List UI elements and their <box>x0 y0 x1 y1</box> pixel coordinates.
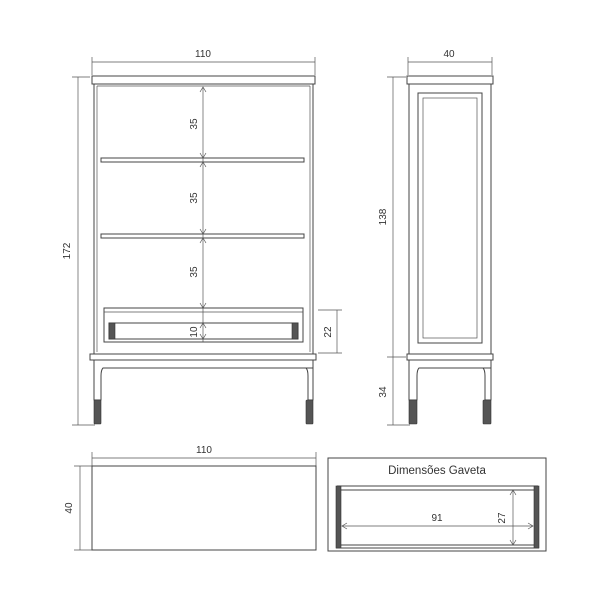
front-leg-right <box>306 400 313 424</box>
front-drawer <box>104 308 303 342</box>
shelf-upper <box>101 158 304 162</box>
top-width-dimension <box>92 445 316 468</box>
drawer-detail-height-dimension <box>497 490 516 545</box>
front-height-dimension <box>62 77 95 425</box>
side-door-panel <box>418 93 482 343</box>
shelf-gap-bottom-label: 35 <box>189 266 200 278</box>
drawer-side-right <box>534 486 539 548</box>
drawer-detail-title: Dimensões Gaveta <box>388 465 486 477</box>
side-legs <box>409 360 491 424</box>
drawer-side-left <box>336 486 341 548</box>
side-leg-right <box>483 400 491 424</box>
drawer-detail-height-label: 27 <box>497 512 508 524</box>
side-body-height-label: 138 <box>378 208 389 226</box>
top-view-outline <box>92 466 316 550</box>
side-cabinet-body <box>409 84 491 354</box>
front-height-label: 172 <box>62 242 73 260</box>
side-base-plate <box>407 354 493 360</box>
side-door-glass <box>423 98 477 338</box>
drawer-width-label: 91 <box>431 513 443 524</box>
shelf-gap-middle-label: 35 <box>189 192 200 204</box>
front-base-plate <box>90 354 316 360</box>
shelf-gap-top-label: 35 <box>189 118 200 130</box>
side-leg-left <box>409 400 417 424</box>
front-cabinet-body <box>94 84 313 354</box>
drawer-height-dimension <box>318 310 342 353</box>
front-view <box>62 49 342 425</box>
front-shelves <box>101 158 304 238</box>
shelf-gap-dimension <box>189 87 206 342</box>
drawer-runner-left <box>109 323 115 339</box>
shelf-lower <box>101 234 304 238</box>
side-top-plate <box>407 76 493 84</box>
side-view <box>378 49 493 425</box>
top-depth-dimension <box>64 466 92 550</box>
top-view <box>64 445 316 550</box>
front-width-label: 110 <box>195 49 211 60</box>
drawer-height-label: 22 <box>323 326 334 338</box>
drawer-front <box>104 308 303 342</box>
front-leg-left <box>94 400 101 424</box>
top-width-label: 110 <box>196 445 212 456</box>
side-body-height-dimension <box>378 77 406 357</box>
top-depth-label: 40 <box>64 502 75 514</box>
front-legs <box>94 360 313 424</box>
drawer-detail <box>328 458 546 551</box>
front-top-plate <box>92 76 315 84</box>
side-leg-height-label: 34 <box>378 386 389 398</box>
side-depth-label: 40 <box>443 49 455 60</box>
side-depth-dimension <box>408 49 492 75</box>
front-width-dimension <box>92 49 315 75</box>
side-leg-height-dimension <box>378 357 410 425</box>
drawer-inner-height-label: 10 <box>189 326 200 338</box>
drawer-runner-right <box>292 323 298 339</box>
